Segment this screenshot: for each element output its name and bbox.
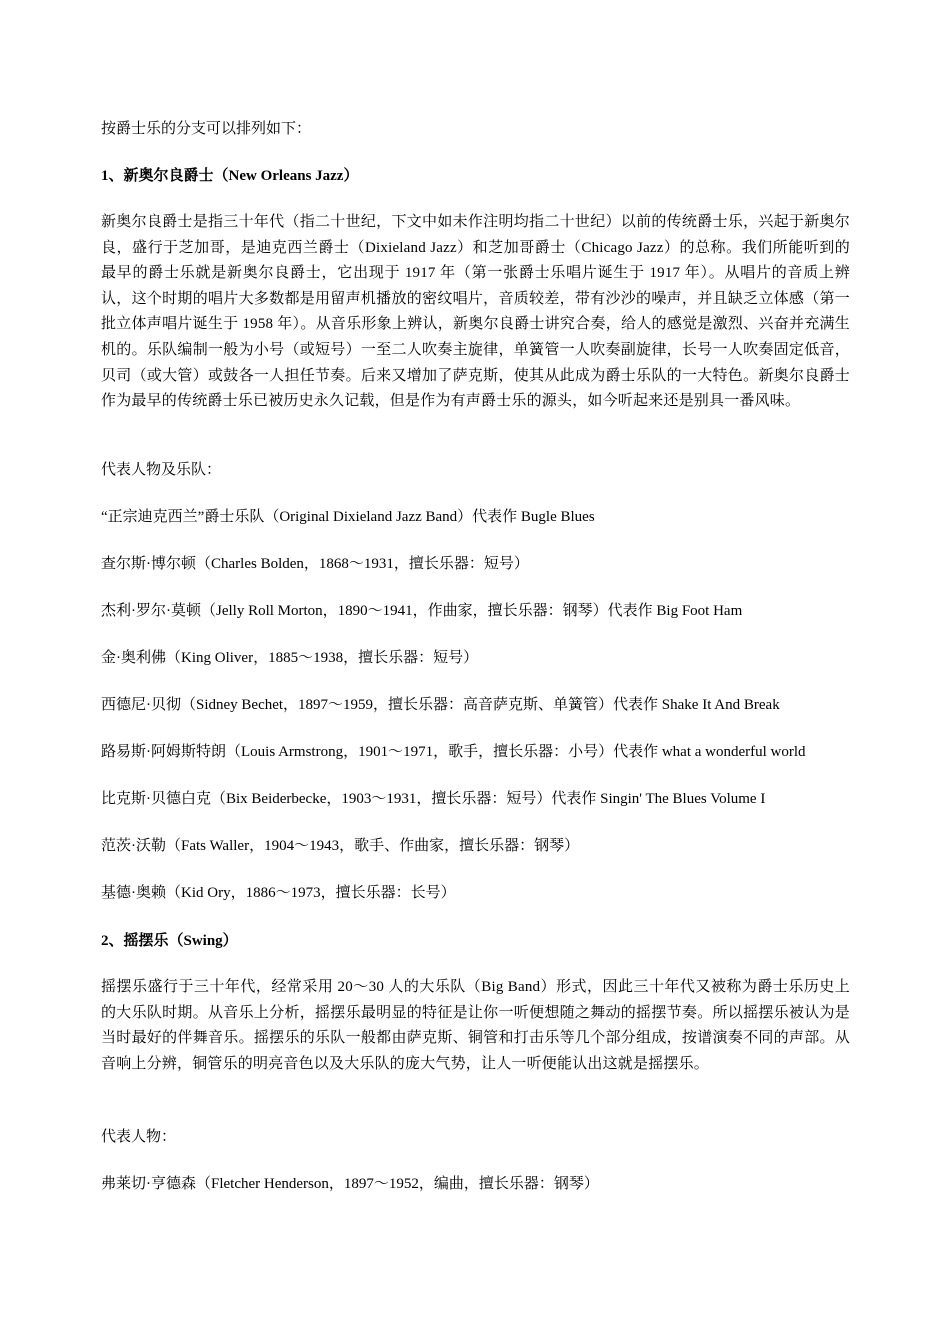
- representative-entry: 西德尼·贝彻（Sidney Bechet，1897～1959，擅长乐器：高音萨克斯、单簧管）代表作 Shake It And Break: [101, 697, 780, 713]
- representative-entry: “正宗迪克西兰”爵士乐队（Original Dixieland Jazz Band）代表作 Bugle Blues: [101, 509, 595, 525]
- section-2-representatives-label: 代表人物：: [101, 1129, 177, 1145]
- representative-entry: 路易斯·阿姆斯特朗（Louis Armstrong，1901～1971，歌手，擅长乐器：小号）代表作 what a wonderful world: [101, 744, 806, 760]
- representative-entry: 基德·奥赖（Kid Ory，1886～1973，擅长乐器：长号）: [101, 885, 456, 901]
- section-1-paragraph: 新奥尔良爵士是指三十年代（指二十世纪，下文中如未作注明均指二十世纪）以前的传统爵士乐，兴起于新奥尔良，盛行于芝加哥，是迪克西兰爵士（Dixieland Jazz）和芝加哥爵士（Chicago Jazz）的总称。我们所能听到的最早的爵士乐就是新奥尔良爵士，它出现于 1917 年（第一张爵士乐唱片诞生于 1917 年）。从唱片的音质上辨认，这个时期的唱片大多数都是用留声机播放的密纹唱片，音质较差，带有沙沙的噪声，并且缺乏立体感（第一批立体声唱片诞生于 1958 年）。从音乐形象上辨认，新奥尔良爵士讲究合奏，给人的感觉是激烈、兴奋并充满生机的。乐队编制一般为小号（或短号）一至二人吹奏主旋律，单簧管一人吹奏副旋律，长号一人吹奏固定低音，贝司（或大管）或鼓各一人担任节奏。后来又增加了萨克斯，使其从此成为爵士乐队的一大特色。新奥尔良爵士作为最早的传统爵士乐已被历史永久记载，但是作为有声爵士乐的源头，如今听起来还是别具一番风味。: [101, 214, 850, 410]
- representative-entry: 金·奥利佛（King Oliver，1885～1938，擅长乐器：短号）: [101, 650, 479, 666]
- representative-entry: 范茨·沃勒（Fats Waller，1904～1943，歌手、作曲家，擅长乐器：钢琴）: [101, 838, 580, 854]
- representative-entry: 查尔斯·博尔顿（Charles Bolden，1868～1931，擅长乐器：短号）: [101, 556, 529, 572]
- section-1-heading: 1、新奥尔良爵士（New Orleans Jazz）: [101, 168, 359, 184]
- intro-text: 按爵士乐的分支可以排列如下：: [101, 121, 312, 137]
- section-2-heading: 2、摇摆乐（Swing）: [101, 933, 238, 949]
- representative-entry: 弗莱切·亨德森（Fletcher Henderson，1897～1952，编曲，擅长乐器：钢琴）: [101, 1176, 599, 1192]
- section-1-representatives-label: 代表人物及乐队：: [101, 462, 222, 478]
- section-2-paragraph: 摇摆乐盛行于三十年代，经常采用 20～30 人的大乐队（Big Band）形式，因此三十年代又被称为爵士乐历史上的大乐队时期。从音乐上分析，摇摆乐最明显的特征是让你一听便想随之舞动的摇摆节奏。所以摇摆乐被认为是当时最好的伴舞音乐。摇摆乐的乐队一般都由萨克斯、铜管和打击乐等几个部分组成，按谱演奏不同的声部。从音响上分辨，铜管乐的明亮音色以及大乐队的庞大气势，让人一听便能认出这就是摇摆乐。: [101, 979, 850, 1072]
- representative-entry: 比克斯·贝德白克（Bix Beiderbecke，1903～1931，擅长乐器：短号）代表作 Singin' The Blues Volume I: [101, 791, 766, 807]
- representative-entry: 杰利·罗尔·莫顿（Jelly Roll Morton，1890～1941，作曲家，擅长乐器：钢琴）代表作 Big Foot Ham: [101, 603, 743, 619]
